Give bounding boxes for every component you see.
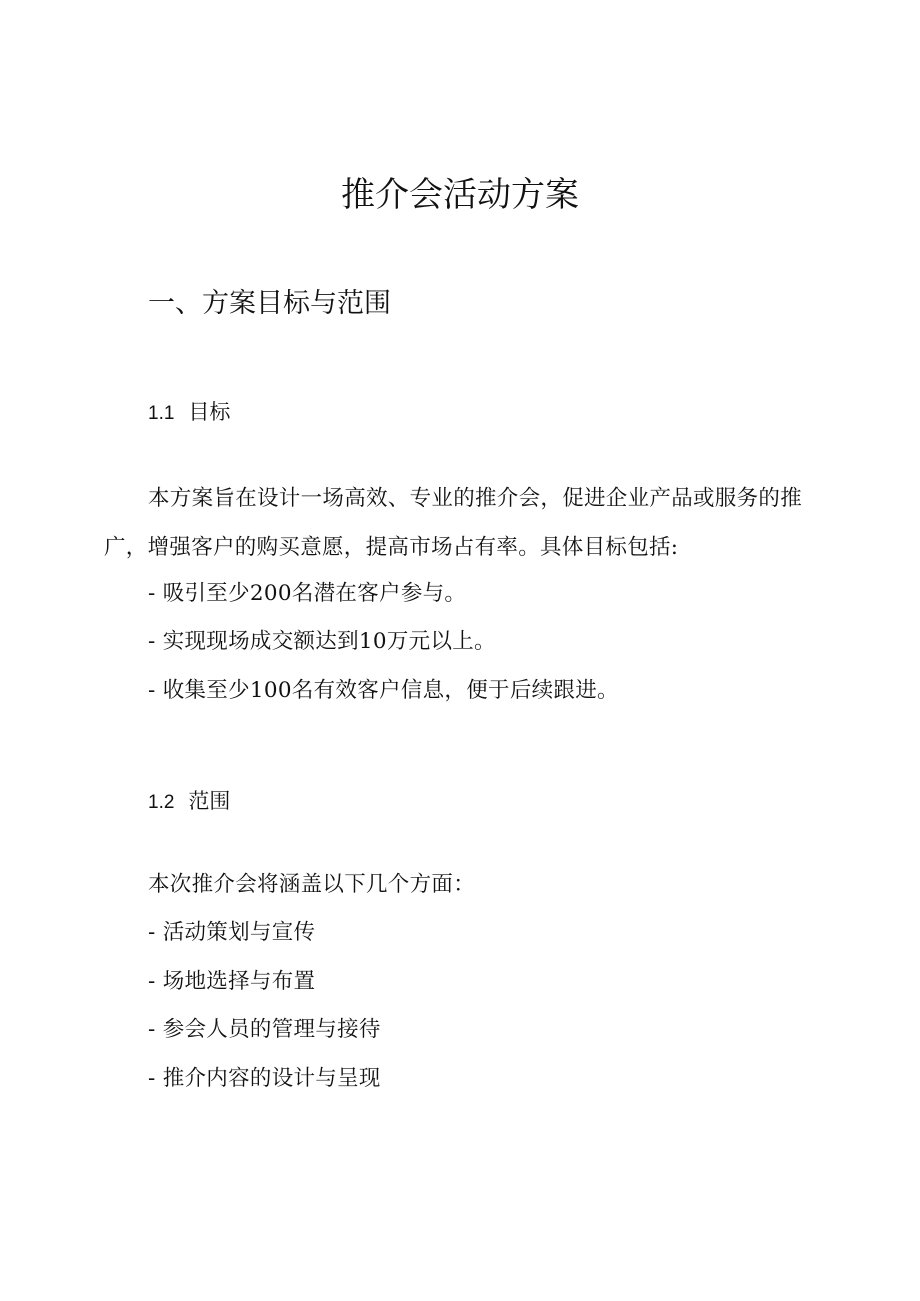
subsection-number: 1.1 (148, 403, 175, 424)
subsection-label: 目标 (188, 400, 231, 424)
subsection-label: 范围 (188, 789, 231, 813)
list-item: - 收集至少100名有效客户信息，便于后续跟进。 (148, 678, 619, 703)
list-item: - 参会人员的管理与接待 (148, 1017, 381, 1042)
list-item: - 推介内容的设计与呈现 (148, 1066, 381, 1091)
list-item: - 实现现场成交额达到10万元以上。 (148, 629, 496, 654)
list-item: - 吸引至少200名潜在客户参与。 (148, 581, 467, 606)
subsection-number: 1.2 (148, 792, 175, 813)
list-item: - 场地选择与布置 (148, 969, 316, 994)
document-title: 推介会活动方案 (341, 175, 579, 215)
goals-paragraph: 本方案旨在设计一场高效、专业的推介会，促进企业产品或服务的推广，增强客户的购买意愿，提高市场占有率。具体目标包括: (104, 486, 803, 560)
list-item: - 活动策划与宣传 (148, 920, 316, 945)
subsection-heading-goals (148, 397, 230, 429)
subsection-heading-scope (148, 786, 230, 818)
section-heading: 一、方案目标与范围 (148, 288, 391, 319)
scope-intro: 本次推介会将涵盖以下几个方面： (148, 872, 476, 897)
